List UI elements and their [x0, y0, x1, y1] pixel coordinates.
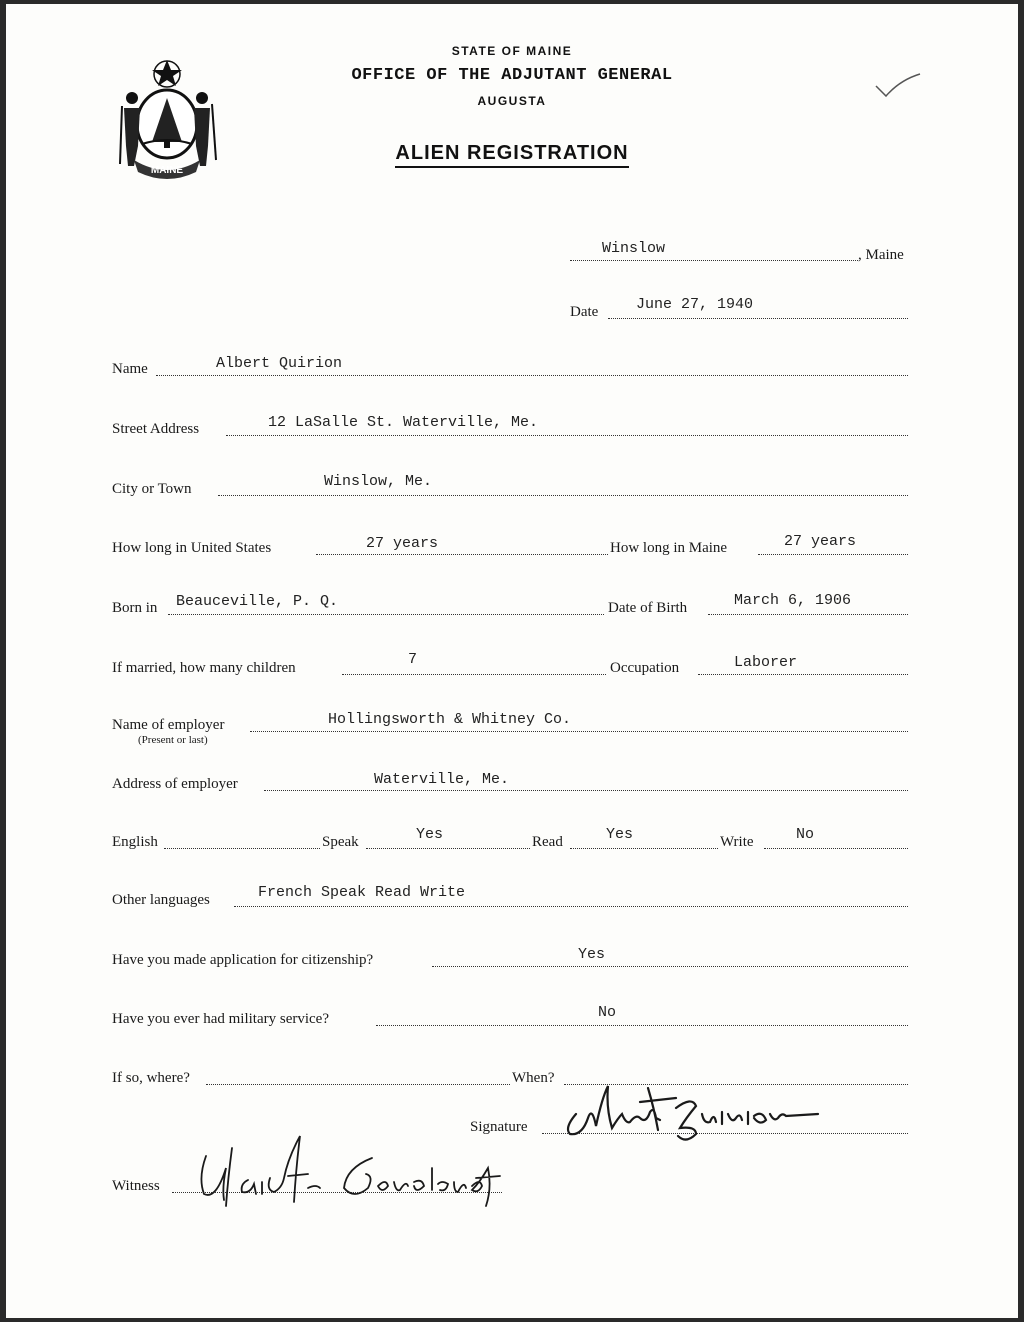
employer-note: (Present or last) — [138, 734, 208, 746]
born-in-line — [168, 614, 604, 615]
city-town-value: Winslow, Me. — [324, 473, 433, 490]
military-value: No — [598, 1004, 617, 1021]
city-town-line — [218, 495, 908, 496]
employer-address-value: Waterville, Me. — [374, 771, 510, 788]
employer-label: Name of employer — [112, 717, 225, 733]
name-line — [156, 375, 908, 376]
date-line — [608, 318, 908, 319]
if-so-where-label: If so, where? — [112, 1070, 190, 1086]
born-in-label: Born in — [112, 600, 158, 616]
street-value: 12 LaSalle St. Waterville, Me. — [268, 414, 539, 431]
children-value: 7 — [408, 651, 418, 668]
dob-line — [708, 614, 908, 615]
employer-line — [250, 731, 908, 732]
how-long-maine-line — [758, 554, 908, 555]
header-office: OFFICE OF THE ADJUTANT GENERAL — [351, 66, 673, 85]
write-value: No — [796, 826, 815, 843]
if-so-where-line — [206, 1084, 510, 1085]
speak-line — [366, 848, 530, 849]
dob-value: March 6, 1906 — [734, 592, 852, 609]
military-label: Have you ever had military service? — [112, 1011, 329, 1027]
employer-address-line — [264, 790, 908, 791]
date-value: June 27, 1940 — [636, 296, 754, 313]
header-state: STATE OF MAINE — [451, 44, 573, 58]
when-label: When? — [512, 1070, 555, 1086]
write-line — [764, 848, 908, 849]
witness-label: Witness — [112, 1178, 160, 1194]
citizenship-label: Have you made application for citizenship? — [112, 952, 374, 968]
date-label: Date — [570, 304, 599, 320]
employer-value: Hollingsworth & Whitney Co. — [328, 711, 572, 728]
other-languages-value: French Speak Read Write — [258, 884, 466, 901]
seal-banner-text: MAINE — [150, 165, 184, 176]
military-line — [376, 1025, 908, 1026]
occupation-label: Occupation — [610, 660, 680, 676]
speak-label: Speak — [322, 834, 359, 850]
other-languages-line — [234, 906, 908, 907]
how-long-maine-label: How long in Maine — [610, 540, 728, 556]
form-title: ALIEN REGISTRATION — [395, 142, 628, 168]
read-line — [570, 848, 718, 849]
read-label: Read — [532, 834, 563, 850]
read-value: Yes — [606, 826, 634, 843]
town-line — [570, 260, 858, 261]
citizenship-value: Yes — [578, 946, 606, 963]
street-line — [226, 435, 908, 436]
town-value: Winslow — [602, 240, 666, 257]
citizenship-line — [432, 966, 908, 967]
employer-address-label: Address of employer — [112, 776, 238, 792]
maine-label: , Maine — [858, 247, 904, 263]
children-line — [342, 674, 606, 675]
signature-label: Signature — [470, 1119, 528, 1135]
english-label: English — [112, 834, 158, 850]
witness-handwriting — [196, 1128, 516, 1208]
city-town-label: City or Town — [112, 481, 192, 497]
dob-label: Date of Birth — [608, 600, 688, 616]
children-label: If married, how many children — [112, 660, 296, 676]
other-languages-label: Other languages — [112, 892, 210, 908]
born-in-value: Beauceville, P. Q. — [176, 593, 339, 610]
write-label: Write — [720, 834, 754, 850]
how-long-us-label: How long in United States — [112, 540, 272, 556]
how-long-us-value: 27 years — [366, 535, 439, 552]
speak-value: Yes — [416, 826, 444, 843]
header-city: AUGUSTA — [477, 94, 547, 108]
name-value: Albert Quirion — [216, 355, 343, 372]
signature-handwriting — [556, 1078, 836, 1142]
occupation-value: Laborer — [734, 654, 798, 671]
occupation-line — [698, 674, 908, 675]
name-label: Name — [112, 361, 148, 377]
how-long-maine-value: 27 years — [784, 533, 857, 550]
english-line — [164, 848, 320, 849]
street-label: Street Address — [112, 421, 200, 437]
how-long-us-line — [316, 554, 608, 555]
